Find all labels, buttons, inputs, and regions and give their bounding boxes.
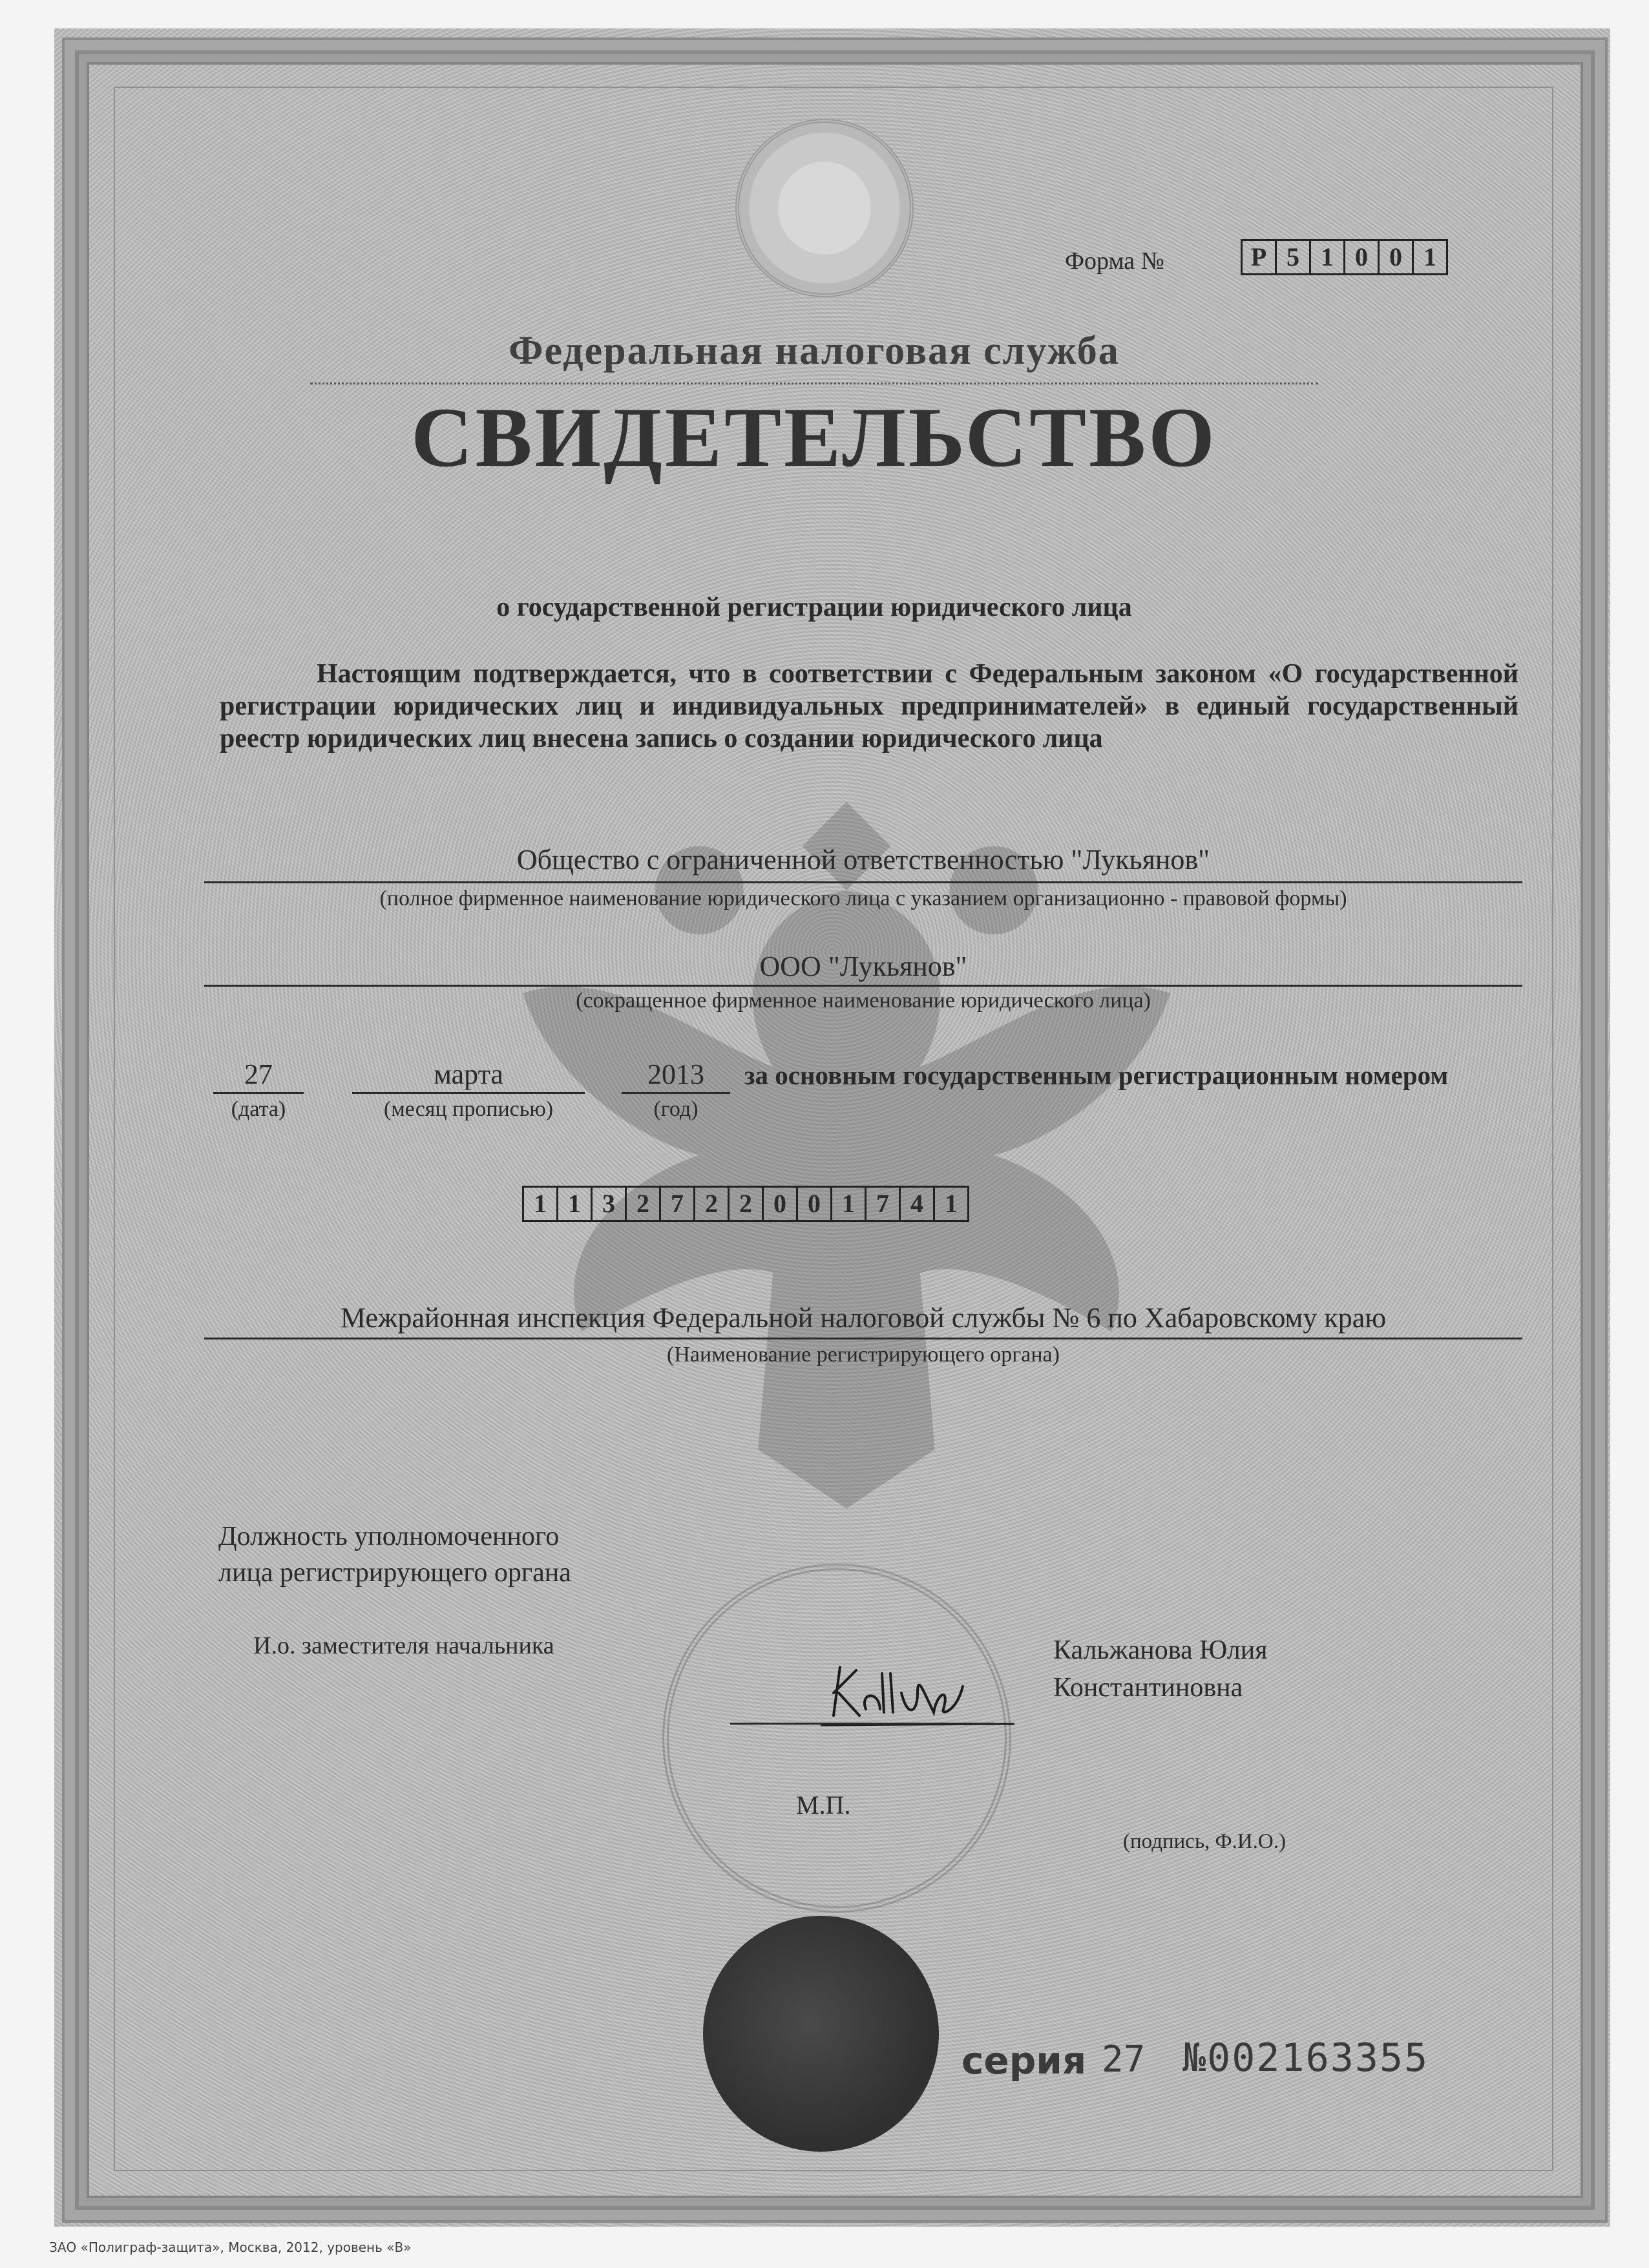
- entity-full-name-caption: (полное фирменное наименование юридического лица с указанием организационно - правовой формы): [379, 887, 1347, 910]
- signatory-name-line-1: Кальжанова Юлия: [1053, 1635, 1268, 1665]
- entity-short-name: ООО "Лукьянов": [759, 950, 967, 982]
- signature-icon: [821, 1654, 1014, 1732]
- registration-month: марта: [434, 1058, 503, 1090]
- agency-divider: [310, 383, 1318, 384]
- position-heading-line-2: лица регистрирующего органа: [218, 1558, 571, 1588]
- signature-line: [730, 1723, 995, 1725]
- ogrn-digit: 0: [762, 1188, 796, 1220]
- signatory-name: [1053, 1632, 1268, 1706]
- ogrn-digit: 7: [659, 1188, 693, 1220]
- form-code-cell: 0: [1343, 241, 1378, 273]
- ogrn-digit: 3: [591, 1188, 625, 1220]
- authority-caption: (Наименование регистрирующего органа): [667, 1343, 1060, 1367]
- registering-authority: Межрайонная инспекция Федеральной налоговой службы № 6 по Хабаровскому краю: [340, 1302, 1387, 1334]
- entity-short-name-line: [204, 985, 1522, 987]
- entity-full-name: Общество с ограниченной ответственностью "Лукьянов": [516, 844, 1210, 876]
- entity-short-name-caption: (сокращенное фирменное наименование юридического лица): [576, 989, 1151, 1013]
- ogrn-digit: 1: [534, 1189, 547, 1218]
- year-caption: (год): [653, 1097, 698, 1121]
- ogrn-digit: 0: [796, 1188, 830, 1220]
- document-title: СВИДЕТЕЛЬСТВО: [411, 390, 1217, 485]
- month-line: [352, 1092, 585, 1094]
- ogrn-label: за основным государственным регистрационным номером: [744, 1060, 1449, 1090]
- position-heading-line-1: Должность уполномоченного: [218, 1522, 560, 1551]
- year-line: [622, 1092, 730, 1094]
- registration-day: 27: [244, 1058, 273, 1090]
- month-caption: (месяц прописью): [383, 1097, 554, 1121]
- form-label: Форма №: [1065, 247, 1164, 275]
- position-heading: [218, 1518, 571, 1591]
- certificate-number: №002163355: [1182, 2035, 1429, 2081]
- series-label: серия: [961, 2039, 1087, 2083]
- entity-full-name-line: [204, 881, 1522, 883]
- form-code-cell: 5: [1275, 241, 1309, 273]
- ogrn-digit: 2: [693, 1188, 728, 1220]
- day-caption: (дата): [231, 1097, 286, 1121]
- form-code-cell: Р: [1250, 242, 1267, 271]
- registration-year: 2013: [647, 1058, 704, 1090]
- hologram-seal: [703, 1916, 939, 2152]
- signatory-position: И.о. заместителя начальника: [253, 1632, 554, 1659]
- document-subtitle: о государственной регистрации юридического лица: [496, 593, 1132, 622]
- signatory-name-line-2: Константиновна: [1053, 1673, 1243, 1703]
- ogrn-digit: 4: [899, 1188, 933, 1220]
- form-code: [1241, 239, 1448, 275]
- form-code-cell: 1: [1412, 241, 1446, 273]
- signature-caption: (подпись, Ф.И.О.): [1123, 1830, 1286, 1853]
- stamp-impression: [662, 1564, 1011, 1913]
- ogrn-digit: 2: [728, 1188, 762, 1220]
- form-code-cell: 0: [1378, 241, 1412, 273]
- ogrn-digit: 1: [556, 1188, 591, 1220]
- certification-paragraph: Настоящим подтверждается, что в соответствии с Федеральным законом «О государственной регистрации юридических лиц и индивидуальных предпринимателей» в единый государственный реестр юридических лиц внесена запись о создании юридического лица: [220, 659, 1518, 753]
- ogrn-number: [522, 1186, 969, 1222]
- ogrn-digit: 2: [625, 1188, 659, 1220]
- seal-placeholder: М.П.: [796, 1790, 851, 1820]
- watermark-emblem: [735, 119, 914, 297]
- printer-imprint: ЗАО «Полиграф-защита», Москва, 2012, уровень «В»: [49, 2240, 412, 2255]
- series-value: 27: [1102, 2039, 1146, 2081]
- day-line: [213, 1092, 304, 1094]
- authority-line: [204, 1338, 1522, 1339]
- ogrn-digit: 1: [933, 1188, 967, 1220]
- ogrn-digit: 7: [865, 1188, 899, 1220]
- agency-name: Федеральная налоговая служба: [509, 329, 1120, 373]
- ogrn-digit: 1: [830, 1188, 865, 1220]
- form-code-cell: 1: [1309, 241, 1343, 273]
